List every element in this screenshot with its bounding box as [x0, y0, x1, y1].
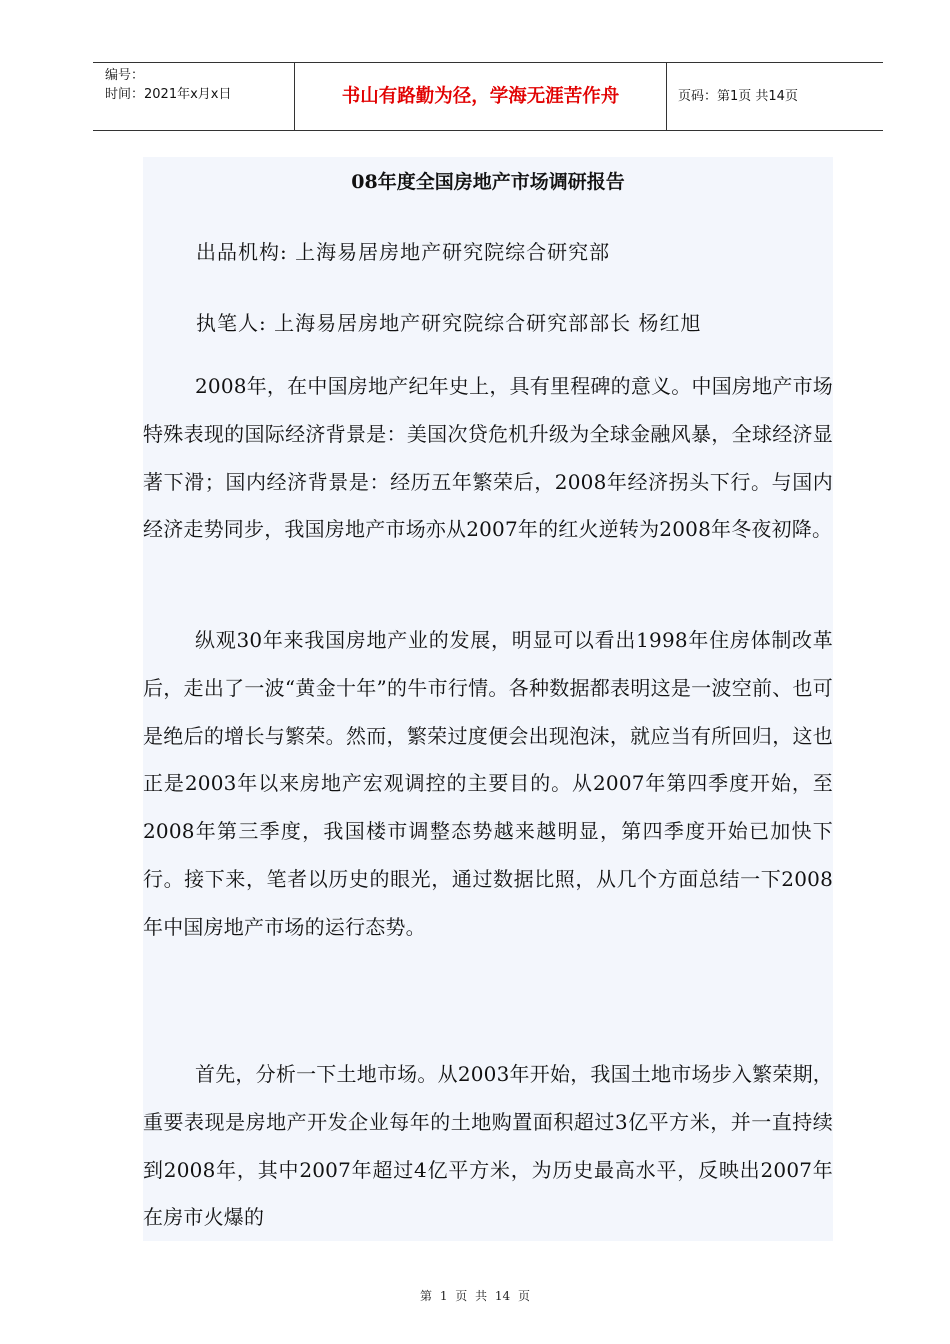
author-line: 执笔人: 上海易居房地产研究院综合研究部部长 杨红旭	[196, 311, 702, 335]
header-meta-cell	[93, 63, 295, 130]
page-header	[93, 62, 883, 131]
publisher-line: 出品机构: 上海易居房地产研究院综合研究部	[196, 240, 611, 264]
document-title: 08年度全国房地产市场调研报告	[351, 171, 625, 193]
paragraph-2: 纵观30年来我国房地产业的发展，明显可以看出1998年住房体制改革后，走出了一波“黄金十年”的牛市行情。各种数据都表明这是一波空前、也可是绝后的增长与繁荣。然而，繁荣过度便会出现泡沫，就应当有所回归，这也正是2003年以来房地产宏观调控的主要目的。从2007年第四季度开始，至2008年第三季度，我国楼市调整态势越来越明显，第四季度开始已加快下行。接下来，笔者以历史的眼光，通过数据比照，从几个方面总结一下2008年中国房地产市场的运行态势。	[143, 628, 833, 939]
header-page-label: 页码：第1页 共14页	[678, 89, 798, 104]
document-body	[143, 157, 833, 1241]
paragraph-1: 2008年，在中国房地产纪年史上，具有里程碑的意义。中国房地产市场特殊表现的国际经济背景是：美国次贷危机升级为全球金融风暴，全球经济显著下滑；国内经济背景是：经历五年繁荣后，2008年经济拐头下行。与国内经济走势同步，我国房地产市场亦从2007年的红火逆转为2008年冬夜初降。	[143, 374, 833, 542]
time-label: 时间：2021年x月x日	[105, 87, 232, 102]
paragraph-3: 首先，分析一下土地市场。从2003年开始，我国土地市场步入繁荣期，重要表现是房地产开发企业每年的土地购置面积超过3亿平方米，并一直持续到2008年，其中2007年超过4亿平方米，为历史最高水平，反映出2007年在房市火爆的	[143, 1062, 833, 1230]
header-motto: 书山有路勤为径，学海无涯苦作舟	[295, 63, 667, 130]
number-label: 编号：	[105, 68, 145, 83]
page-footer: 第 1 页 共 14 页	[420, 1289, 530, 1303]
